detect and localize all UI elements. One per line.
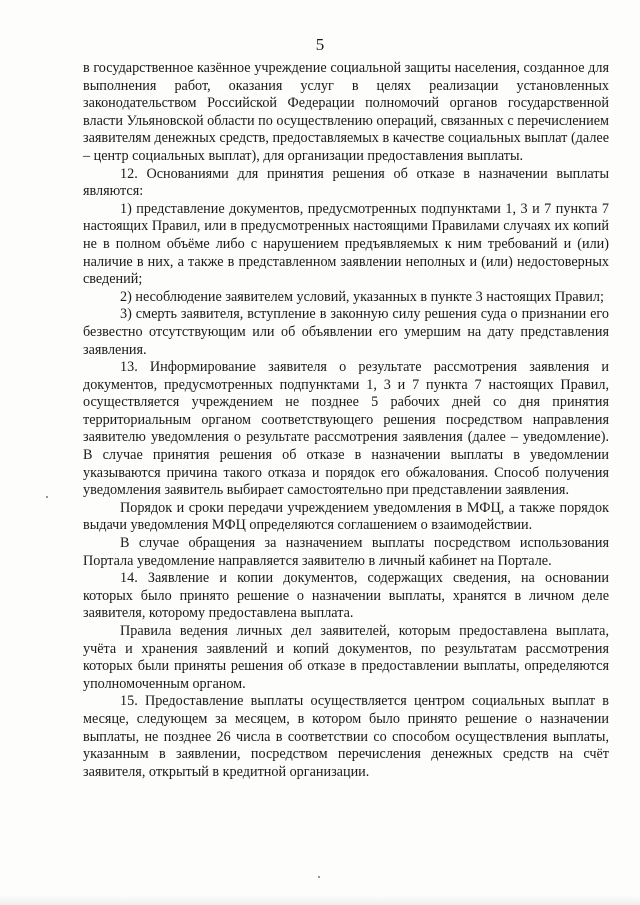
paragraph-item-13-mfc: Порядок и сроки передачи учреждением уведомления в МФЦ, а также порядок выдачи уведомления МФЦ определяются соглашением о взаимодействии. (83, 499, 609, 534)
scan-bottom-edge (0, 895, 640, 905)
scan-speck (318, 876, 320, 878)
paragraph-item-13-portal: В случае обращения за назначением выплаты посредством использования Портала уведомление направляется заявителю в личный кабинет на Портале. (83, 535, 609, 569)
paragraph-subitem-2: 2) несоблюдение заявителем условий, указанных в пункте 3 настоящих Правил; (120, 288, 604, 305)
page-number: 5 (315, 35, 325, 54)
paragraph-continuation: в государственное казённое учреждение социальной защиты населения, созданное для выполнения работ, оказания услуг в целях реализации установленных законодательством Российской Федерации полномочий органов государственной власти Ульяновской области по осуществлению операций, связанных с перечислением заявителям денежных средств, предоставляемых в качестве социальных выплат (далее – центр социальных выплат), для организации предоставления выплаты. (83, 60, 609, 164)
paragraph-item-14: 14. Заявление и копии документов, содержащих сведения, на основании которых было принято решение о назначении выплаты, хранятся в личном деле заявителя, которому предоставлена выплата. (83, 570, 609, 622)
scan-speck (46, 496, 48, 498)
paragraph-item-14-rules: Правила ведения личных дел заявителей, которым предоставлена выплата, учёта и хранения заявлений и копий документов, по результатам рассмотрения которых были приняты решения об отказе в предоставлении выплаты, определяются уполномоченным органом. (83, 623, 609, 692)
paragraph-item-15: 15. Предоставление выплаты осуществляется центром социальных выплат в месяце, следующем за месяцем, в котором было принято решение о назначении выплаты, не позднее 26 числа в соответствии со способом осуществления выплаты, указанным в заявлении, посредством перечисления денежных средств на счёт заявителя, открытый в кредитной организации. (83, 693, 609, 780)
document-body (83, 60, 609, 781)
paragraph-subitem-3: 3) смерть заявителя, вступление в законную силу решения суда о признании его безвестно отсутствующим или об объявлении его умершим на дату представления заявления. (83, 306, 609, 358)
paragraph-subitem-1: 1) представление документов, предусмотренных подпунктами 1, 3 и 7 пункта 7 настоящих Правил, или в предусмотренных настоящими Правилами случаях их копий не в полном объёме либо с нарушением предъявляемых к ним требований и (или) наличие в них, а также в представленном заявлении неполных и (или) недостоверных сведений; (83, 200, 609, 288)
paragraph-item-13: 13. Информирование заявителя о результате рассмотрения заявления и документов, предусмотренных подпунктами 1, 3 и 7 пункта 7 настоящих Правил, осуществляется учреждением не позднее 5 рабочих дней со дня принятия территориальным органом соответствующего решения посредством направления заявителю уведомления о результате рассмотрения заявления (далее – уведомление). В случае принятия решения об отказе в назначении выплаты в уведомлении указываются причина такого отказа и порядок его обжалования. Способ получения уведомления заявитель выбирает самостоятельно при представлении заявления. (83, 359, 609, 499)
paragraph-item-12: 12. Основаниями для принятия решения об отказе в назначении выплаты являются: (83, 165, 609, 200)
